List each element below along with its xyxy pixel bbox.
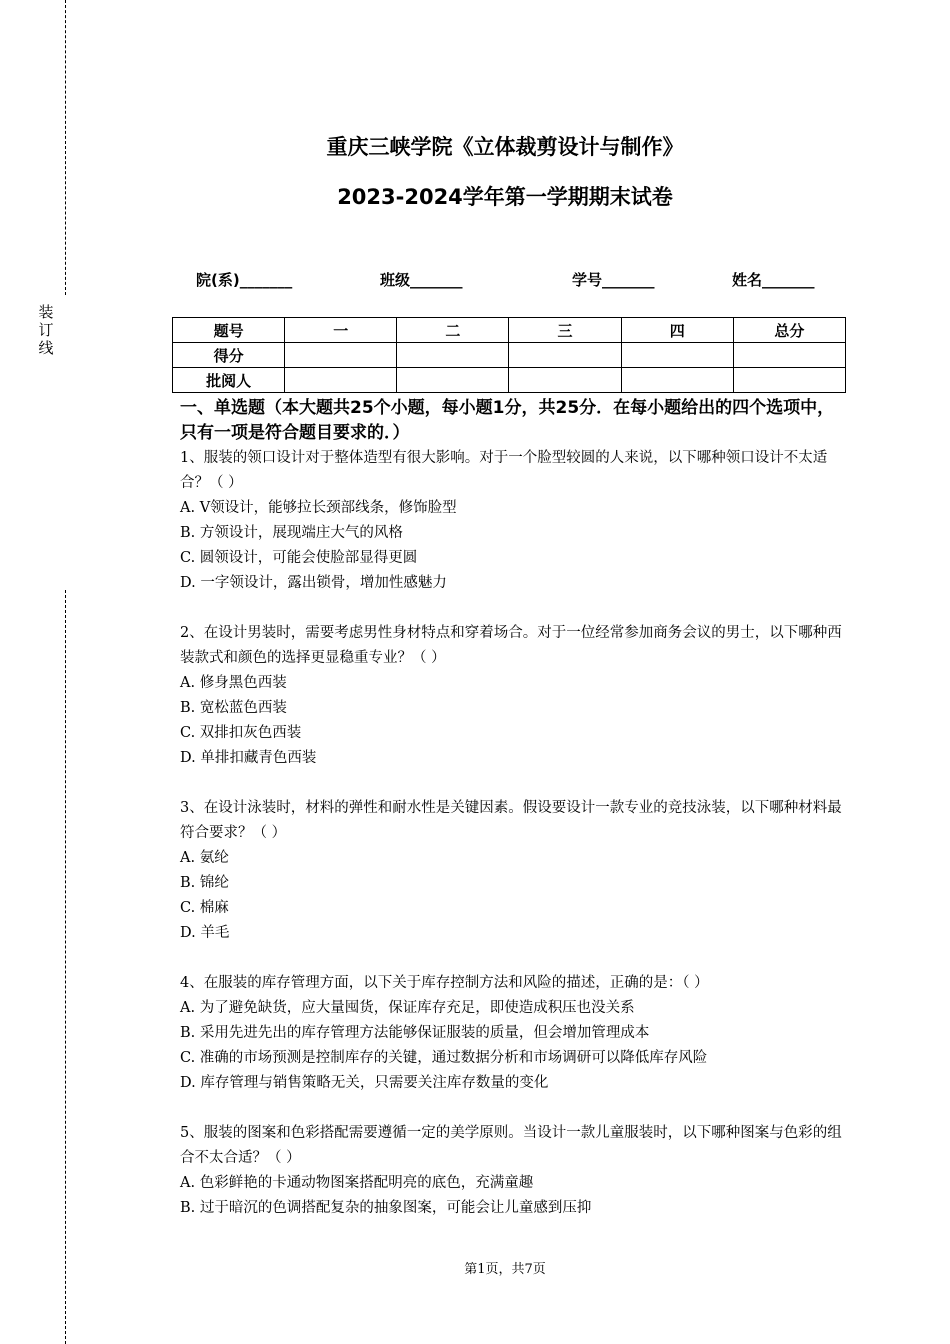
question-option: B. 方领设计，展现端庄大气的风格	[180, 525, 403, 541]
question-option: C. 棉麻	[180, 900, 229, 916]
question-stem: 4、在服装的库存管理方面，以下关于库存控制方法和风险的描述，正确的是：（ ）	[180, 975, 709, 991]
department-field: 院(系)_______	[196, 271, 293, 289]
class-field: 班级_______	[380, 271, 463, 289]
page-footer: 第1页，共7页	[464, 1262, 546, 1277]
grader-cell	[733, 368, 845, 393]
score-table-header-cell: 题号	[173, 318, 285, 343]
binding-label: 装订线	[38, 303, 54, 357]
score-cell	[621, 343, 733, 368]
score-cell	[509, 343, 621, 368]
question-option: C. 双排扣灰色西装	[180, 725, 302, 741]
grader-cell	[509, 368, 621, 393]
question-option: D. 库存管理与销售策略无关，只需要关注库存数量的变化	[180, 1075, 549, 1091]
question-option: A. 氨纶	[180, 850, 229, 866]
score-table-header-row	[173, 318, 846, 343]
score-cell	[733, 343, 845, 368]
question-option: B. 锦纶	[180, 875, 229, 891]
question-option: D. 单排扣藏青色西装	[180, 750, 317, 766]
score-table-header-cell: 二	[397, 318, 509, 343]
question-option: D. 羊毛	[180, 925, 230, 941]
question-1	[180, 446, 845, 596]
question-option: A. 色彩鲜艳的卡通动物图案搭配明亮的底色，充满童趣	[180, 1175, 534, 1191]
exam-title-line1: 重庆三峡学院《立体裁剪设计与制作》	[326, 135, 684, 159]
question-stem: 5、服装的图案和色彩搭配需要遵循一定的美学原则。当设计一款儿童服装时，以下哪种图案与色彩的组合不太合适？（ ）	[180, 1125, 842, 1166]
question-option: A. 为了避免缺货，应大量囤货，保证库存充足，即使造成积压也没关系	[180, 1000, 635, 1016]
score-table-header-cell: 一	[285, 318, 397, 343]
grader-cell	[397, 368, 509, 393]
question-5	[180, 1121, 845, 1221]
grader-row-label: 批阅人	[173, 368, 285, 393]
question-4	[180, 971, 845, 1096]
score-table-header-cell: 四	[621, 318, 733, 343]
question-option: A. V领设计，能够拉长颈部线条，修饰脸型	[180, 500, 457, 516]
question-stem: 3、在设计泳装时，材料的弹性和耐水性是关键因素。假设要设计一款专业的竞技泳装，以下哪种材料最符合要求？（ ）	[180, 800, 842, 841]
score-cell	[397, 343, 509, 368]
question-option: D. 一字领设计，露出锁骨，增加性感魅力	[180, 575, 447, 591]
score-table-row-score	[173, 343, 846, 368]
question-option: B. 宽松蓝色西装	[180, 700, 287, 716]
question-stem: 1、服装的领口设计对于整体造型有很大影响。对于一个脸型较圆的人来说，以下哪种领口设计不太适合？（ ）	[180, 450, 828, 491]
questions-list	[180, 446, 845, 1246]
question-2	[180, 621, 845, 771]
question-option: C. 准确的市场预测是控制库存的关键，通过数据分析和市场调研可以降低库存风险	[180, 1050, 708, 1066]
score-table	[172, 317, 846, 393]
score-row-label: 得分	[173, 343, 285, 368]
grader-cell	[285, 368, 397, 393]
name-field: 姓名_______	[732, 271, 815, 289]
student-id-field: 学号_______	[572, 271, 655, 289]
question-stem: 2、在设计男装时，需要考虑男性身材特点和穿着场合。对于一位经常参加商务会议的男士，以下哪种西装款式和颜色的选择更显稳重专业？（ ）	[180, 625, 842, 666]
score-table-header-cell: 总分	[733, 318, 845, 343]
student-info-row	[0, 269, 950, 291]
section-title: 一、单选题（本大题共25个小题，每小题1分，共25分．在每小题给出的四个选项中，只有一项是符合题目要求的．）	[180, 398, 835, 443]
score-table-header-cell: 三	[509, 318, 621, 343]
binding-dashed-line-bottom	[65, 590, 66, 1344]
exam-title-line2: 2023-2024学年第一学期期末试卷	[337, 185, 673, 209]
question-option: C. 圆领设计，可能会使脸部显得更圆	[180, 550, 418, 566]
question-option: B. 采用先进先出的库存管理方法能够保证服装的质量，但会增加管理成本	[180, 1025, 650, 1041]
question-option: B. 过于暗沉的色调搭配复杂的抽象图案，可能会让儿童感到压抑	[180, 1200, 592, 1216]
question-option: A. 修身黑色西装	[180, 675, 287, 691]
grader-cell	[621, 368, 733, 393]
score-table-row-grader	[173, 368, 846, 393]
question-3	[180, 796, 845, 946]
score-cell	[285, 343, 397, 368]
